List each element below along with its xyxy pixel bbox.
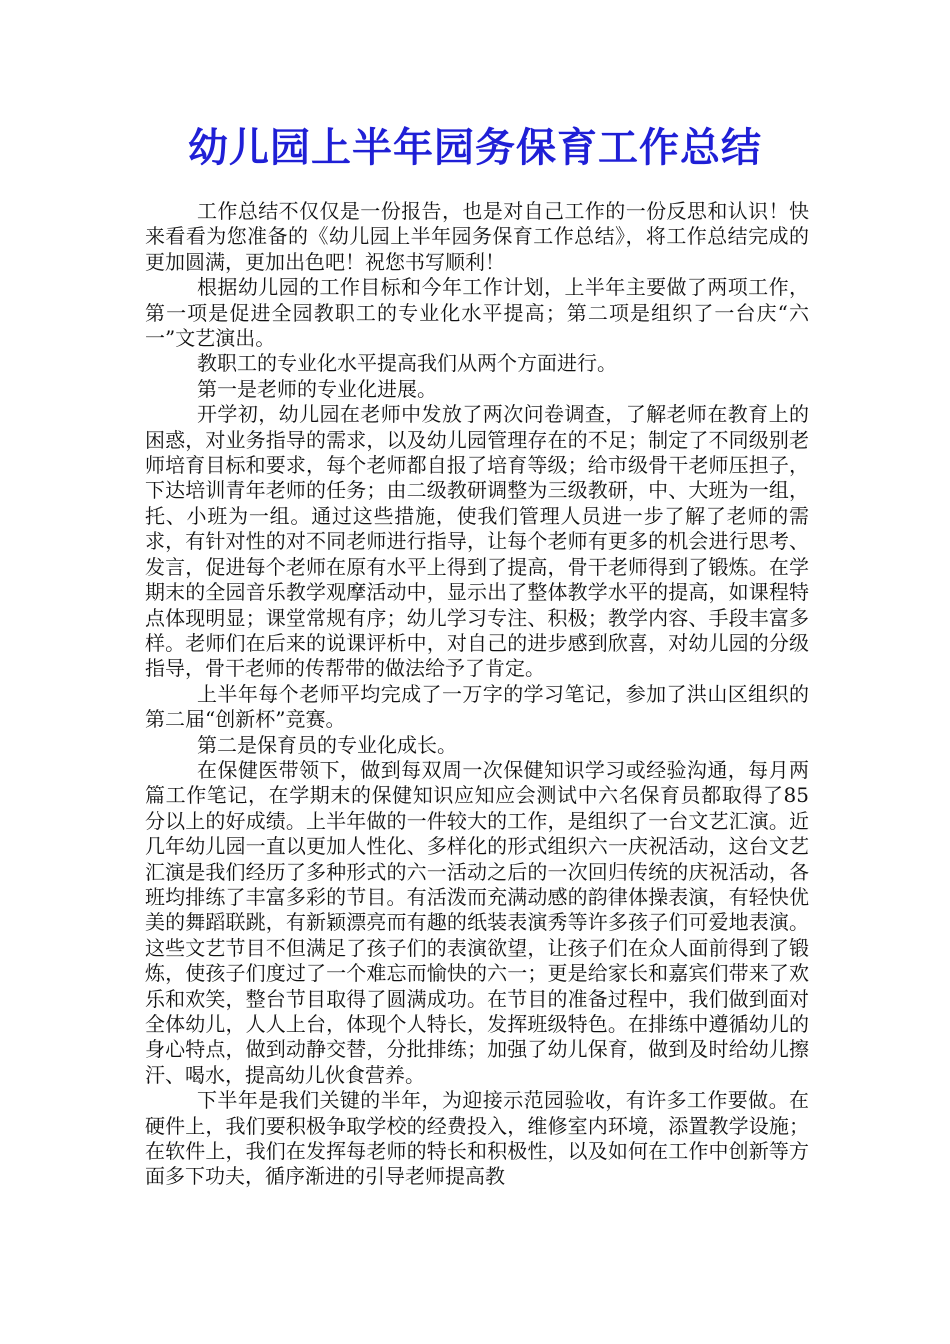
document-body xyxy=(145,199,809,1190)
paragraph-study-notes: 上半年每个老师平均完成了一万字的学习笔记，参加了洪山区组织的第二届“创新杯”竞赛。 xyxy=(145,681,809,732)
paragraph-intro: 工作总结不仅仅是一份报告，也是对自己工作的一份反思和认识！快来看看为您准备的《幼儿园上半年园务保育工作总结》，将工作总结完成的更加圆满，更加出色吧！祝您书写顺利！ xyxy=(145,199,809,274)
paragraph-caregiver-details: 在保健医带领下，做到每双周一次保健知识学习或经验沟通，每月两篇工作笔记，在学期末的保健知识应知应会测试中六名保育员都取得了85分以上的好成绩。上半年做的一件较大的工作，是组织了一台文艺汇演。近几年幼儿园一直以更加人性化、多样化的形式组织六一庆祝活动，这台文艺汇演是我们经历了多种形式的六一活动之后的一次回归传统的庆祝活动，各班均排练了丰富多彩的节目。有活泼而充满动感的韵律体操表演，有轻快优美的舞蹈联跳，有新颖漂亮而有趣的纸装表演秀等许多孩子们可爱地表演。这些文艺节目不但满足了孩子们的表演欲望，让孩子们在众人面前得到了锻炼，使孩子们度过了一个难忘而愉快的六一；更是给家长和嘉宾们带来了欢乐和欢笑，整台节目取得了圆满成功。在节目的准备过程中，我们做到面对全体幼儿，人人上台，体现个人特长，发挥班级特色。在排练中遵循幼儿的身心特点，做到动静交替，分批排练；加强了幼儿保育，做到及时给幼儿擦汗、喝水，提高幼儿伙食营养。 xyxy=(145,757,809,1087)
paragraph-two-aspects: 教职工的专业化水平提高我们从两个方面进行。 xyxy=(197,351,617,376)
paragraph-second-half: 下半年是我们关键的半年，为迎接示范园验收，有许多工作要做。在硬件上，我们要积极争取学校的经费投入，维修室内环境，添置教学设施；在软件上，我们在发挥每老师的特长和积极性，以及如何在工作中创新等方面多下功夫，循序渐进的引导老师提高教 xyxy=(145,1088,809,1189)
paragraph-caregiver-heading: 第二是保育员的专业化成长。 xyxy=(197,732,457,757)
paragraph-teacher-details: 开学初，幼儿园在老师中发放了两次问卷调查，了解老师在教育上的困惑，对业务指导的需求，以及幼儿园管理存在的不足；制定了不同级别老师培育目标和要求，每个老师都自报了培育等级；给市级骨干老师压担子，下达培训青年老师的任务；由二级教研调整为三级教研，中、大班为一组，托、小班为一组。通过这些措施，使我们管理人员进一步了解了老师的需求，有针对性的对不同老师进行指导，让每个老师有更多的机会进行思考、发言，促进每个老师在原有水平上得到了提高，骨干老师得到了锻炼。在学期末的全园音乐教学观摩活动中，显示出了整体教学水平的提高，如课程特点体现明显；课堂常规有序；幼儿学习专注、积极；教学内容、手段丰富多样。老师们在后来的说课评析中，对自己的进步感到欣喜，对幼儿园的分级指导，骨干老师的传帮带的做法给予了肯定。 xyxy=(145,402,809,681)
document-title: 幼儿园上半年园务保育工作总结 xyxy=(188,124,762,171)
paragraph-work-plan: 根据幼儿园的工作目标和今年工作计划，上半年主要做了两项工作，第一项是促进全园教职工的专业化水平提高；第二项是组织了一台庆“六一”文艺演出。 xyxy=(145,275,809,351)
paragraph-teacher-heading: 第一是老师的专业化进展。 xyxy=(197,376,437,401)
